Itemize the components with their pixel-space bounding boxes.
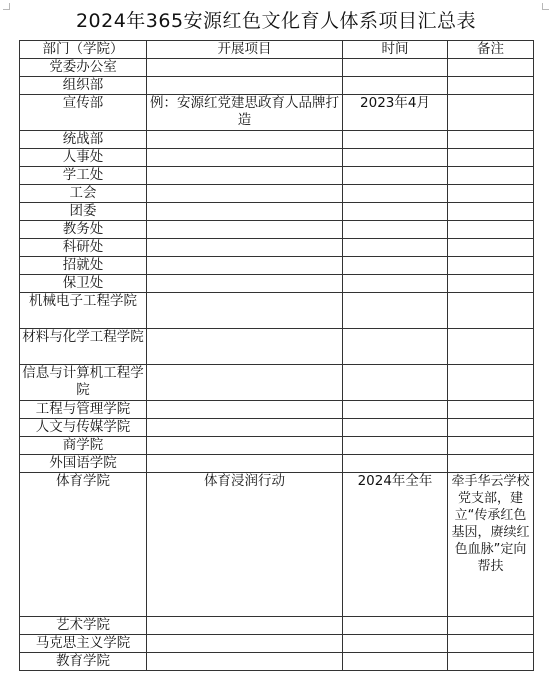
- cell-time: [343, 257, 448, 275]
- cell-department: 商学院: [20, 437, 147, 455]
- cell-note: [448, 95, 534, 131]
- cell-project: 体育浸润行动: [147, 473, 343, 617]
- cell-department: 信息与计算机工程学院: [20, 365, 147, 401]
- header-project: 开展项目: [147, 41, 343, 59]
- cell-note: [448, 329, 534, 365]
- cell-time: [343, 167, 448, 185]
- cell-department: 人事处: [20, 149, 147, 167]
- table-row: [20, 167, 534, 185]
- cell-note: [448, 653, 534, 671]
- table-row: [20, 401, 534, 419]
- cell-time: [343, 635, 448, 653]
- cell-note: [448, 635, 534, 653]
- cell-department: 党委办公室: [20, 59, 147, 77]
- cell-time: [343, 437, 448, 455]
- cell-time: [343, 77, 448, 95]
- cell-time: [343, 149, 448, 167]
- cell-time: [343, 221, 448, 239]
- cell-time: [343, 329, 448, 365]
- cell-project: [147, 257, 343, 275]
- cell-project: [147, 203, 343, 221]
- cell-time: [343, 239, 448, 257]
- cell-note: [448, 77, 534, 95]
- table-row: [20, 77, 534, 95]
- cell-time: 2024年全年: [343, 473, 448, 617]
- cell-project: [147, 329, 343, 365]
- cell-time: [343, 185, 448, 203]
- cell-department: 马克思主义学院: [20, 635, 147, 653]
- cell-department: 机械电子工程学院: [20, 293, 147, 329]
- table-row: [20, 257, 534, 275]
- cell-time: [343, 131, 448, 149]
- cell-project: [147, 617, 343, 635]
- cell-department: 教育学院: [20, 653, 147, 671]
- cell-project: [147, 365, 343, 401]
- cell-time: [343, 293, 448, 329]
- cell-department: 人文与传媒学院: [20, 419, 147, 437]
- table-row: [20, 455, 534, 473]
- cell-note: [448, 275, 534, 293]
- cell-time: [343, 455, 448, 473]
- cell-time: [343, 203, 448, 221]
- cell-department: 团委: [20, 203, 147, 221]
- cell-note: [448, 167, 534, 185]
- table-row: [20, 275, 534, 293]
- cell-time: [343, 275, 448, 293]
- cell-project: [147, 239, 343, 257]
- project-summary-table: [19, 40, 534, 671]
- cell-project: [147, 77, 343, 95]
- cell-department: 工会: [20, 185, 147, 203]
- cell-project: [147, 275, 343, 293]
- cell-project: [147, 59, 343, 77]
- cell-project: [147, 293, 343, 329]
- table-row: [20, 131, 534, 149]
- table-row: [20, 239, 534, 257]
- table-row: [20, 437, 534, 455]
- cell-time: [343, 419, 448, 437]
- cell-project: 例：安源红党建思政育人品牌打造: [147, 95, 343, 131]
- cell-department: 教务处: [20, 221, 147, 239]
- cell-note: [448, 131, 534, 149]
- cell-department: 材料与化学工程学院: [20, 329, 147, 365]
- cell-project: [147, 437, 343, 455]
- cell-department: 工程与管理学院: [20, 401, 147, 419]
- cell-note: [448, 617, 534, 635]
- cell-note: [448, 239, 534, 257]
- table-row: [20, 329, 534, 365]
- cell-department: 体育学院: [20, 473, 147, 617]
- cell-department: 保卫处: [20, 275, 147, 293]
- table-row: [20, 59, 534, 77]
- cell-note: [448, 293, 534, 329]
- document-title: 2024年365安源红色文化育人体系项目汇总表: [75, 10, 477, 32]
- cell-note: [448, 221, 534, 239]
- cell-note: [448, 59, 534, 77]
- table-row: [20, 617, 534, 635]
- table-row: [20, 365, 534, 401]
- cell-time: [343, 365, 448, 401]
- cell-note: 牵手华云学校党支部，建立“传承红色基因，赓续红色血脉”定向帮扶: [448, 473, 534, 617]
- cell-note: [448, 149, 534, 167]
- cell-project: [147, 635, 343, 653]
- table-row: [20, 419, 534, 437]
- cell-project: [147, 455, 343, 473]
- cell-note: [448, 401, 534, 419]
- table-row: [20, 653, 534, 671]
- cell-department: 宣传部: [20, 95, 147, 131]
- cell-project: [147, 653, 343, 671]
- cell-time: 2023年4月: [343, 95, 448, 131]
- header-department: 部门（学院）: [20, 41, 147, 59]
- cell-project: [147, 167, 343, 185]
- cell-time: [343, 617, 448, 635]
- cell-department: 艺术学院: [20, 617, 147, 635]
- cell-note: [448, 419, 534, 437]
- cell-time: [343, 653, 448, 671]
- cell-note: [448, 203, 534, 221]
- cell-department: 组织部: [20, 77, 147, 95]
- cell-department: 统战部: [20, 131, 147, 149]
- cell-note: [448, 455, 534, 473]
- cell-department: 科研处: [20, 239, 147, 257]
- cell-project: [147, 185, 343, 203]
- table-row: [20, 473, 534, 617]
- table-row: [20, 221, 534, 239]
- cell-department: 学工处: [20, 167, 147, 185]
- table-row: [20, 149, 534, 167]
- table-row: [20, 293, 534, 329]
- table-header-row: [20, 41, 534, 59]
- cell-note: [448, 365, 534, 401]
- cell-time: [343, 59, 448, 77]
- cell-note: [448, 437, 534, 455]
- header-time: 时间: [343, 41, 448, 59]
- cell-department: 招就处: [20, 257, 147, 275]
- cell-project: [147, 131, 343, 149]
- cell-time: [343, 401, 448, 419]
- table-row: [20, 635, 534, 653]
- table-row: [20, 185, 534, 203]
- header-note: 备注: [448, 41, 534, 59]
- cell-note: [448, 185, 534, 203]
- cell-project: [147, 419, 343, 437]
- table-row: [20, 203, 534, 221]
- table-row: [20, 95, 534, 131]
- cell-project: [147, 401, 343, 419]
- cell-note: [448, 257, 534, 275]
- cell-project: [147, 149, 343, 167]
- cell-department: 外国语学院: [20, 455, 147, 473]
- cell-project: [147, 221, 343, 239]
